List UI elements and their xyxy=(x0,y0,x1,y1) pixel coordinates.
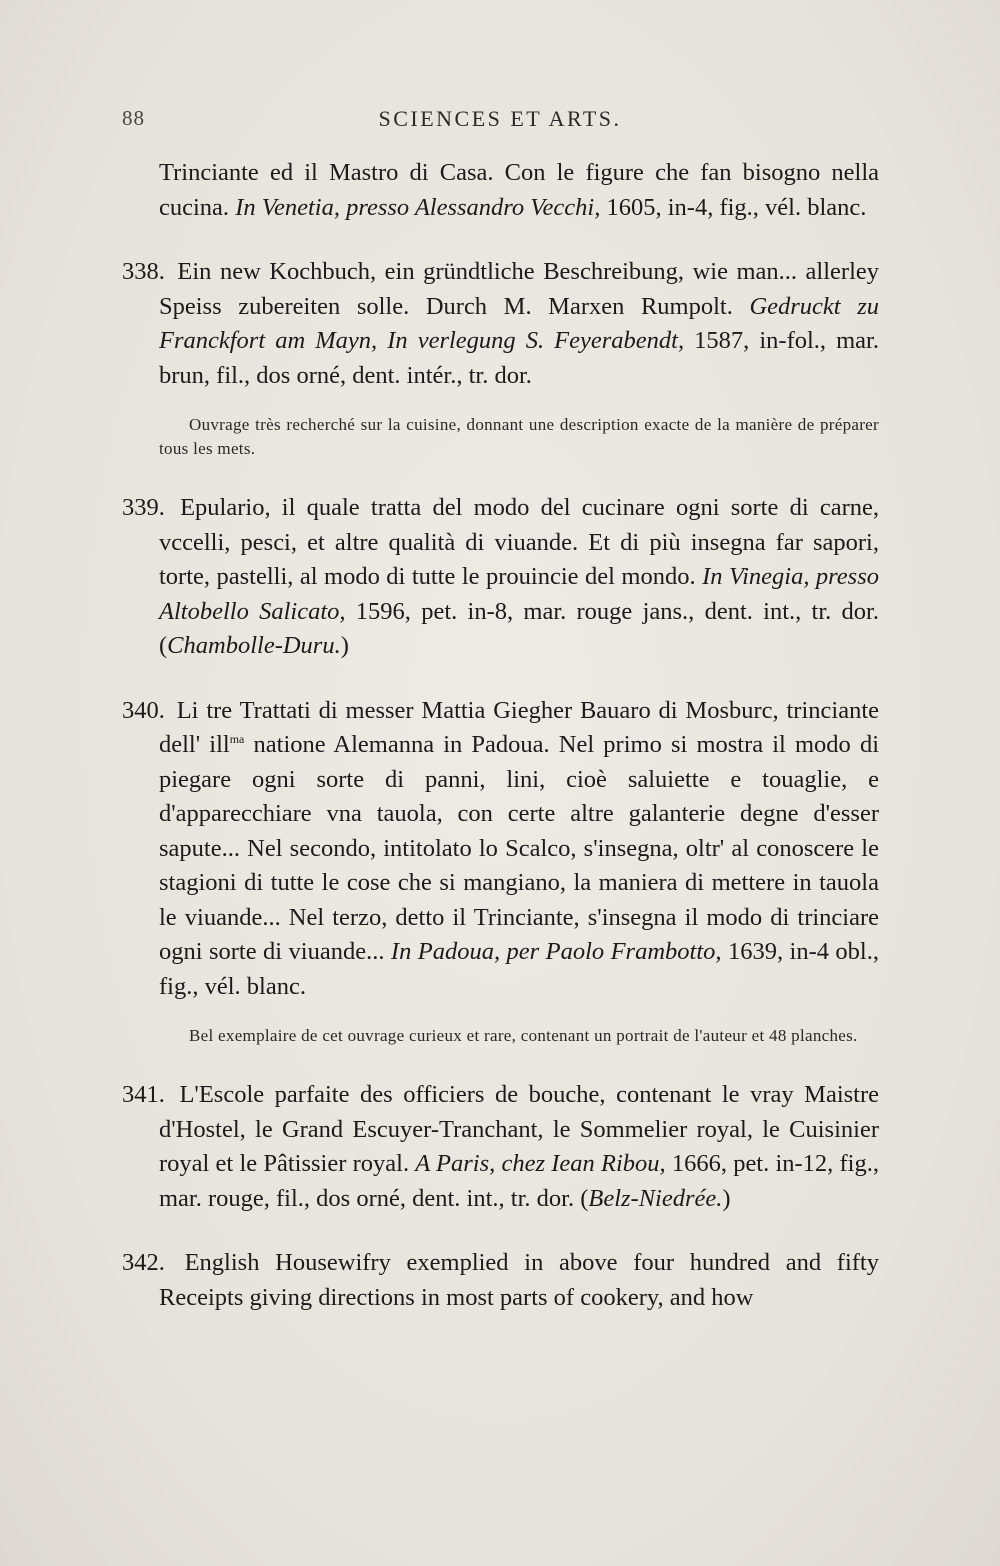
entry-text: Epulario, il quale tratta del modo del cucinare ogni sorte di carne, vccelli, pesci, et altre qualità di viuande. Et di più insegna far sapori, torte, pastelli, al modo di tutte le prouincie del mondo. xyxy=(159,494,879,590)
entry-text: Trinciante ed il Mastro di Casa. Con le figure che fan bisogno nella cucina. xyxy=(159,159,879,221)
entry-text: Li tre Trattati di messer Mattia Giegher Bauaro di Mosburc, trinciante dell' ill xyxy=(159,696,880,758)
running-title: SCIENCES ET ARTS. xyxy=(378,106,622,131)
entry-description: 1666, pet. in-12, fig., mar. rouge, fil., dos orné, dent. int., tr. dor. ( xyxy=(159,1150,879,1212)
entry-number: 339. xyxy=(122,494,165,521)
entry-number: 340. xyxy=(122,696,165,724)
running-header xyxy=(0,106,1000,138)
entry-text: L'Escole parfaite des officiers de bouche, contenant le vray Maistre d'Hostel, le Grand Escuyer-Tranchant, le Sommelier royal, le Cuisinier royal et le Pâtissier royal. xyxy=(159,1081,880,1177)
entry-closing-paren: ) xyxy=(722,1184,731,1212)
entry-339 xyxy=(122,491,879,664)
entry-342 xyxy=(122,1246,879,1315)
entry-imprint: In Vinegia, presso Altobello Salicato, xyxy=(159,563,879,625)
entry-number: 338. xyxy=(122,258,165,285)
entry-imprint: In Padoua, per Paolo Frambotto, xyxy=(390,938,722,965)
entry-341 xyxy=(122,1078,879,1216)
page-number: 88 xyxy=(122,106,145,130)
entry-number: 341. xyxy=(122,1081,165,1108)
entry-text-continued: natione Alemanna in Padoua. Nel primo si mostra il modo di piegare ogni sorte di panni, lini, cioè saluiette e touaglie, e d'apparecchiare vna tauola, con certe altre galanterie degne d'esser sapute... Nel secondo, intitolato lo Scalco, s'insegna, oltr' al conoscere le stagioni di tutte le cose che si mangiano, la maniera di mettere in tauola le viuande... Nel terzo, detto il Trinciante, s'insegna il modo di trinciare ogni sorte di viuande... xyxy=(159,731,879,965)
entry-closing-paren: ) xyxy=(340,632,349,659)
entry-description: 1639, in-4 obl., fig., vél. blanc. xyxy=(159,938,879,1000)
entry-description: 1605, in-4, fig., vél. blanc. xyxy=(600,193,867,221)
entry-text: Ein new Kochbuch, ein gründtliche Beschreibung, wie man... allerley Speiss zubereiten solle. Durch M. Marxen Rumpolt. xyxy=(159,258,880,320)
entry-binder: Belz-Niedrée. xyxy=(588,1184,723,1212)
entry-340 xyxy=(122,694,879,1005)
entry-continuation xyxy=(122,156,879,225)
entry-binder: Chambolle-Duru. xyxy=(167,632,341,659)
entry-description: 1587, in-fol., mar. brun, fil., dos orné, dent. intér., tr. dor. xyxy=(159,327,879,389)
entry-note: Bel exemplaire de cet ouvrage curieux et rare, contenant un portrait de l'auteur et 48 planches. xyxy=(189,1026,858,1045)
superscript-abbreviation: ma xyxy=(229,731,245,746)
entry-imprint: In Venetia, presso Alessandro Vecchi, xyxy=(235,193,601,221)
entry-number: 342. xyxy=(122,1249,165,1276)
entry-338 xyxy=(122,255,879,393)
catalogue-body xyxy=(122,156,879,1335)
entry-text: English Housewifry exemplied in above four hundred and fifty Receipts giving directions in most parts of cookery, and how xyxy=(159,1249,879,1311)
entry-note: Ouvrage très recherché sur la cuisine, donnant une description exacte de la manière de préparer tous les mets. xyxy=(159,415,879,458)
entry-description: 1596, pet. in-8, mar. rouge jans., dent. int., tr. dor. ( xyxy=(159,597,879,659)
entry-imprint: Gedruckt zu Franckfort am Mayn, In verlegung S. Feyerabendt, xyxy=(159,292,879,354)
entry-imprint: A Paris, chez Iean Ribou, xyxy=(415,1150,666,1177)
